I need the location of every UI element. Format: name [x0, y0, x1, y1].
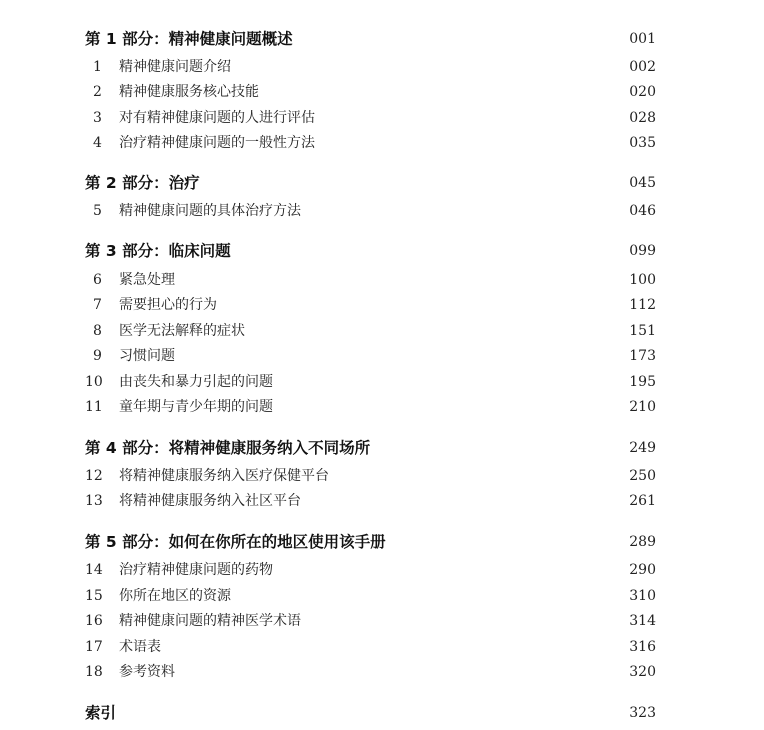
page-number: 261	[629, 493, 656, 509]
page-number: 323	[629, 705, 656, 721]
part-title: 第 2 部分：治疗	[85, 174, 200, 192]
page-number: 316	[629, 639, 656, 655]
chapter-number: 7	[93, 297, 102, 313]
chapter-number: 8	[93, 323, 102, 339]
page-number: 249	[629, 440, 656, 456]
page-number: 151	[629, 323, 656, 339]
chapter-title: 精神健康问题介绍	[119, 59, 231, 75]
chapter-number: 16	[85, 613, 103, 629]
chapter-number: 17	[85, 639, 103, 655]
page-number: 314	[629, 613, 656, 629]
page-number: 028	[629, 110, 656, 126]
chapter-title: 紧急处理	[119, 272, 175, 288]
page-number: 035	[629, 135, 656, 151]
chapter-title: 习惯问题	[119, 348, 175, 364]
chapter-title: 你所在地区的资源	[119, 588, 231, 604]
chapter-number: 9	[93, 348, 102, 364]
chapter-title: 精神健康问题的精神医学术语	[119, 613, 301, 629]
page-number: 310	[629, 588, 656, 604]
page-number: 210	[629, 399, 656, 415]
chapter-number: 10	[85, 374, 103, 390]
chapter-title: 治疗精神健康问题的一般性方法	[119, 135, 315, 151]
page-number: 195	[629, 374, 656, 390]
chapter-title: 术语表	[119, 639, 161, 655]
chapter-number: 6	[93, 272, 102, 288]
chapter-title: 将精神健康服务纳入医疗保健平台	[119, 468, 329, 484]
page-number: 290	[629, 562, 656, 578]
chapter-title: 精神健康服务核心技能	[119, 84, 259, 100]
page-number: 099	[629, 243, 656, 259]
chapter-title: 对有精神健康问题的人进行评估	[119, 110, 315, 126]
page-number: 320	[629, 664, 656, 680]
index-title: 索引	[85, 704, 117, 722]
chapter-title: 由丧失和暴力引起的问题	[119, 374, 273, 390]
page-number: 001	[629, 31, 656, 47]
chapter-number: 18	[85, 664, 103, 680]
chapter-number: 3	[93, 110, 102, 126]
chapter-title: 童年期与青少年期的问题	[119, 399, 273, 415]
chapter-number: 13	[85, 493, 103, 509]
page-number: 020	[629, 84, 656, 100]
chapter-number: 1	[93, 59, 102, 75]
page-number: 173	[629, 348, 656, 364]
page-number: 289	[629, 534, 656, 550]
chapter-title: 将精神健康服务纳入社区平台	[119, 493, 301, 509]
chapter-title: 参考资料	[119, 664, 175, 680]
page-number: 112	[629, 297, 656, 313]
page-number: 100	[629, 272, 656, 288]
part-title: 第 5 部分：如何在你所在的地区使用该手册	[85, 533, 386, 551]
chapter-number: 4	[93, 135, 102, 151]
chapter-title: 医学无法解释的症状	[119, 323, 245, 339]
part-title: 第 3 部分：临床问题	[85, 242, 231, 260]
page-number: 002	[629, 59, 656, 75]
chapter-title: 精神健康问题的具体治疗方法	[119, 203, 301, 219]
chapter-number: 5	[93, 203, 102, 219]
page-number: 250	[629, 468, 656, 484]
page-number: 045	[629, 175, 656, 191]
page-number: 046	[629, 203, 656, 219]
chapter-title: 治疗精神健康问题的药物	[119, 562, 273, 578]
part-title: 第 1 部分：精神健康问题概述	[85, 30, 293, 48]
chapter-number: 14	[85, 562, 103, 578]
chapter-number: 15	[85, 588, 103, 604]
chapter-number: 12	[85, 468, 103, 484]
chapter-title: 需要担心的行为	[119, 297, 217, 313]
chapter-number: 2	[93, 84, 102, 100]
part-title: 第 4 部分：将精神健康服务纳入不同场所	[85, 439, 371, 457]
chapter-number: 11	[85, 399, 103, 415]
